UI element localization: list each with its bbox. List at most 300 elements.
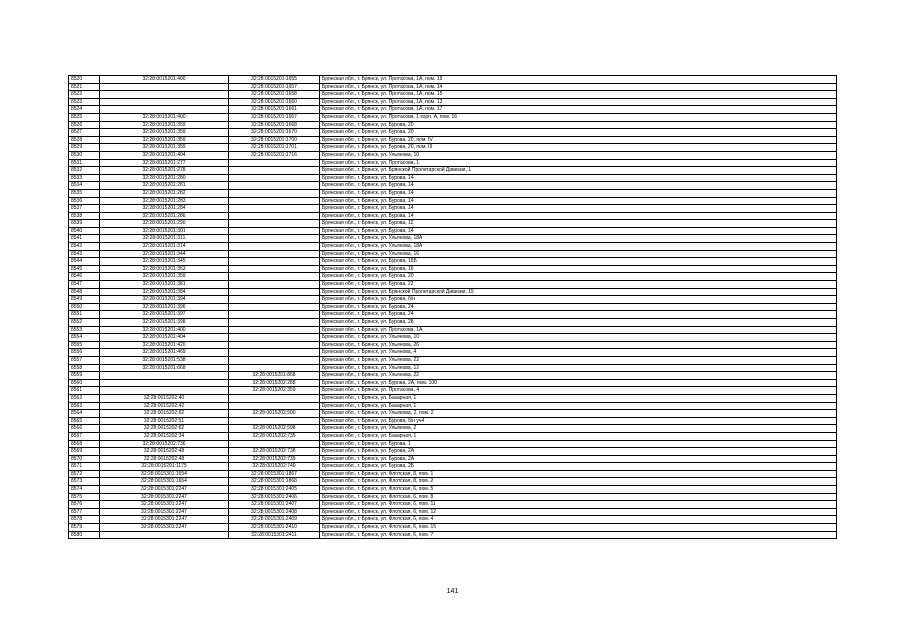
row-number-cell: 8538: [69, 212, 100, 220]
address-cell: Брянская обл., г. Брянск, ул. Бурова, 20, пом. IV: [320, 136, 837, 144]
table-row: [69, 250, 837, 258]
row-number-cell: 8546: [69, 273, 100, 281]
address-cell: Брянская обл., г. Брянск, ул. Ульянова, 2, пом. 2: [320, 410, 837, 418]
row-number-cell: 8530: [69, 151, 100, 159]
cadastral-number-cell: [229, 258, 320, 266]
table-row: [69, 220, 837, 228]
parent-cadastral-number-cell: 32:28:0015201:400: [100, 113, 229, 121]
table-row: [69, 311, 837, 319]
row-number-cell: 8562: [69, 394, 100, 402]
cadastral-number-cell: 32:28:0015201:1716: [229, 151, 320, 159]
row-number-cell: 8539: [69, 220, 100, 228]
table-row: [69, 265, 837, 273]
row-number-cell: 8566: [69, 425, 100, 433]
row-number-cell: 8524: [69, 106, 100, 114]
table-row: [69, 212, 837, 220]
table-row: [69, 91, 837, 99]
cadastral-number-cell: 32:28:0015301:2410: [229, 524, 320, 532]
address-cell: Брянская обл., г. Брянск, ул. Флотская, 6, пом. 7: [320, 531, 837, 539]
address-cell: Брянская обл., г. Брянск, ул. Ульянова, 18А: [320, 235, 837, 243]
address-cell: Брянская обл., г. Брянск, ул. Ульянова, 4: [320, 349, 837, 357]
address-cell: Брянская обл., г. Брянск, ул. Флотская, 6, пом. 4: [320, 516, 837, 524]
parent-cadastral-number-cell: 32:28:0015201:277: [100, 159, 229, 167]
row-number-cell: 8534: [69, 182, 100, 190]
address-cell: Брянская обл., г. Брянск, ул. Бурова, 20: [320, 129, 837, 137]
table-row: [69, 151, 837, 159]
table-row: [69, 432, 837, 440]
table-row: [69, 98, 837, 106]
parent-cadastral-number-cell: 32:28:0015301:2247: [100, 516, 229, 524]
cadastral-number-cell: 32:28:0015301:1868: [229, 478, 320, 486]
parent-cadastral-number-cell: 32:28:0015202:51: [100, 417, 229, 425]
table-row: [69, 493, 837, 501]
address-cell: Брянская обл., г. Брянск, ул. Бурова, 28: [320, 319, 837, 327]
table-row: [69, 516, 837, 524]
address-cell: Брянская обл., г. Брянск, ул. Флотская, 6, пом. 15: [320, 524, 837, 532]
table-row: [69, 296, 837, 304]
row-number-cell: 8580: [69, 531, 100, 539]
table-row: [69, 425, 837, 433]
address-cell: Брянская обл., г. Брянск, ул. Флотская, 6, пом. 5: [320, 486, 837, 494]
parent-cadastral-number-cell: 32:28:0015202:48: [100, 448, 229, 456]
address-cell: Брянская обл., г. Брянск, ул. Ульянова, 18А: [320, 243, 837, 251]
cadastral-number-cell: [229, 212, 320, 220]
address-cell: Брянская обл., г. Брянск, ул. Флотская, 6, пом. 11: [320, 501, 837, 509]
table-row: [69, 167, 837, 175]
parent-cadastral-number-cell: 32:28:0015201:359: [100, 136, 229, 144]
row-number-cell: 8521: [69, 83, 100, 91]
parent-cadastral-number-cell: 32:28:0015201:404: [100, 334, 229, 342]
row-number-cell: 8573: [69, 478, 100, 486]
parent-cadastral-number-cell: 32:28:0015201:314: [100, 243, 229, 251]
row-number-cell: 8548: [69, 288, 100, 296]
cadastral-number-cell: 32:28:0015202:739: [229, 455, 320, 463]
parent-cadastral-number-cell: 32:28:0015301:1654: [100, 478, 229, 486]
address-cell: Брянская обл., г. Брянск, ул. Бурова, 16Б: [320, 258, 837, 266]
address-cell: Брянская обл., г. Брянск, ул. Брянской Пролетарской Дивизии, 1: [320, 167, 837, 175]
table-row: [69, 394, 837, 402]
table-row: [69, 478, 837, 486]
parent-cadastral-number-cell: [100, 372, 229, 380]
address-cell: Брянская обл., г. Брянск, ул. Бурова, 14: [320, 205, 837, 213]
parent-cadastral-number-cell: 32:28:0015301:2247: [100, 486, 229, 494]
cadastral-number-cell: [229, 311, 320, 319]
address-cell: Брянская обл., г. Брянск, ул. Протасова, 1А: [320, 326, 837, 334]
cadastral-number-cell: 32:28:0015301:2405: [229, 486, 320, 494]
parent-cadastral-number-cell: 32:28:0015202:736: [100, 440, 229, 448]
parent-cadastral-number-cell: 32:28:0015201:400: [100, 326, 229, 334]
parent-cadastral-number-cell: 32:28:0015201:284: [100, 205, 229, 213]
row-number-cell: 8526: [69, 121, 100, 129]
table-body: [69, 76, 837, 539]
cadastral-number-cell: 32:28:0015202:735: [229, 432, 320, 440]
parent-cadastral-number-cell: 32:28:0015201:420: [100, 341, 229, 349]
address-cell: Брянская обл., г. Брянск, ул. Протасова, 1: [320, 159, 837, 167]
row-number-cell: 8540: [69, 227, 100, 235]
table-row: [69, 243, 837, 251]
address-cell: Брянская обл., г. Брянск, ул. Бурова, 2Б: [320, 463, 837, 471]
parent-cadastral-number-cell: 32:28:0015301:2247: [100, 524, 229, 532]
table-row: [69, 387, 837, 395]
cadastral-number-cell: [229, 303, 320, 311]
parent-cadastral-number-cell: [100, 91, 229, 99]
cadastral-number-cell: 32:28:0015301:2407: [229, 501, 320, 509]
row-number-cell: 8532: [69, 167, 100, 175]
parent-cadastral-number-cell: 32:28:0015201:396: [100, 303, 229, 311]
parent-cadastral-number-cell: 32:28:0015202:40: [100, 394, 229, 402]
table-row: [69, 379, 837, 387]
address-cell: Брянская обл., г. Брянск, ул. Базарная, 1: [320, 402, 837, 410]
row-number-cell: 8554: [69, 334, 100, 342]
cadastral-number-cell: 32:28:0015201:1658: [229, 91, 320, 99]
parent-cadastral-number-cell: [100, 379, 229, 387]
row-number-cell: 8568: [69, 440, 100, 448]
page-number: 141: [446, 588, 459, 595]
table-row: [69, 129, 837, 137]
cadastral-number-cell: [229, 288, 320, 296]
parent-cadastral-number-cell: 32:28:0015202:62: [100, 410, 229, 418]
parent-cadastral-number-cell: 32:28:0015201:384: [100, 288, 229, 296]
row-number-cell: 8551: [69, 311, 100, 319]
cadastral-number-cell: 32:28:0015201:1670: [229, 129, 320, 137]
parent-cadastral-number-cell: 32:28:0015201:278: [100, 167, 229, 175]
address-cell: Брянская обл., г. Брянск, ул. Бурова, 12: [320, 220, 837, 228]
cadastral-number-cell: [229, 356, 320, 364]
row-number-cell: 8545: [69, 265, 100, 273]
parent-cadastral-number-cell: [100, 98, 229, 106]
table-row: [69, 189, 837, 197]
parent-cadastral-number-cell: 32:28:0015201:538: [100, 356, 229, 364]
cadastral-number-cell: [229, 205, 320, 213]
cadastral-number-cell: 32:28:0015201:1657: [229, 83, 320, 91]
cadastral-number-cell: 32:28:0015201:1661: [229, 106, 320, 114]
cadastral-number-cell: 32:28:0015201:1700: [229, 136, 320, 144]
parent-cadastral-number-cell: 32:28:0015202:34: [100, 432, 229, 440]
table-row: [69, 227, 837, 235]
cadastral-number-cell: [229, 167, 320, 175]
address-cell: Брянская обл., г. Брянск, ул. Бурова, 1: [320, 440, 837, 448]
cadastral-number-cell: [229, 319, 320, 327]
table-row: [69, 486, 837, 494]
table-row: [69, 258, 837, 266]
address-cell: Брянская обл., г. Брянск, ул. Ульянова, 26: [320, 341, 837, 349]
table-row: [69, 531, 837, 539]
row-number-cell: 8560: [69, 379, 100, 387]
table-row: [69, 440, 837, 448]
table-row: [69, 463, 837, 471]
row-number-cell: 8552: [69, 319, 100, 327]
cadastral-number-cell: 32:28:0015301:2408: [229, 508, 320, 516]
row-number-cell: 8557: [69, 356, 100, 364]
parent-cadastral-number-cell: [100, 387, 229, 395]
table-row: [69, 326, 837, 334]
address-cell: Брянская обл., г. Брянск, ул. Протасова, 1А, пом. 17: [320, 106, 837, 114]
cadastral-number-cell: 32:28:0015202:288: [229, 379, 320, 387]
row-number-cell: 8550: [69, 303, 100, 311]
row-number-cell: 8574: [69, 486, 100, 494]
parent-cadastral-number-cell: 32:28:0015201:283: [100, 197, 229, 205]
table-row: [69, 470, 837, 478]
row-number-cell: 8561: [69, 387, 100, 395]
parent-cadastral-number-cell: 32:28:0015201:400: [100, 76, 229, 84]
row-number-cell: 8553: [69, 326, 100, 334]
address-cell: Брянская обл., г. Брянск, ул. Флотская, 6, пом. 8: [320, 493, 837, 501]
cadastral-number-cell: [229, 182, 320, 190]
address-cell: Брянская обл., г. Брянск, ул. Флотская, 6, пом. 12: [320, 508, 837, 516]
row-number-cell: 8570: [69, 455, 100, 463]
address-cell: Брянская обл., г. Брянск, ул. Флотская, 8, пом. 1: [320, 470, 837, 478]
row-number-cell: 8571: [69, 463, 100, 471]
address-cell: Брянская обл., г. Брянск, ул. Ульянова, 22: [320, 372, 837, 380]
table-row: [69, 410, 837, 418]
row-number-cell: 8529: [69, 144, 100, 152]
cadastral-number-cell: [229, 341, 320, 349]
table-row: [69, 372, 837, 380]
address-cell: Брянская обл., г. Брянск, ул. Бурова, 14: [320, 174, 837, 182]
cadastral-number-cell: [229, 189, 320, 197]
cadastral-number-cell: [229, 281, 320, 289]
table-row: [69, 281, 837, 289]
table-row: [69, 334, 837, 342]
parent-cadastral-number-cell: 32:28:0015201:359: [100, 144, 229, 152]
address-cell: Брянская обл., г. Брянск, ул. Базарная, 1: [320, 394, 837, 402]
parent-cadastral-number-cell: 32:28:0015201:394: [100, 296, 229, 304]
parent-cadastral-number-cell: 32:28:0015201:404: [100, 151, 229, 159]
cadastral-number-cell: 32:28:0015202:598: [229, 425, 320, 433]
cadastral-number-cell: 32:28:0015301:1867: [229, 470, 320, 478]
cadastral-number-cell: 32:28:0015201:1701: [229, 144, 320, 152]
table-row: [69, 136, 837, 144]
address-cell: Брянская обл., г. Брянск, ул. Протасова, 1А, пом. 15: [320, 91, 837, 99]
address-cell: Брянская обл., г. Брянск, ул. Бурова, б/н уч4: [320, 417, 837, 425]
row-number-cell: 8522: [69, 91, 100, 99]
address-cell: Брянская обл., г. Брянск, ул. Бурова, 14: [320, 197, 837, 205]
cadastral-number-cell: [229, 220, 320, 228]
address-cell: Брянская обл., г. Брянск, ул. Флотская, 8, пом. 2: [320, 478, 837, 486]
cadastral-number-cell: [229, 159, 320, 167]
cadastral-number-cell: [229, 334, 320, 342]
address-cell: Брянская обл., г. Брянск, ул. Протасова, 1А, пом. 13: [320, 98, 837, 106]
address-cell: Брянская обл., г. Брянск, ул. Брянской Пролетарской Дивизии, 15: [320, 288, 837, 296]
table-row: [69, 273, 837, 281]
cadastral-number-cell: [229, 440, 320, 448]
parent-cadastral-number-cell: [100, 531, 229, 539]
address-cell: Брянская обл., г. Брянск, ул. Ульянова, 10: [320, 334, 837, 342]
parent-cadastral-number-cell: 32:28:0015202:62: [100, 425, 229, 433]
row-number-cell: 8555: [69, 341, 100, 349]
table-row: [69, 159, 837, 167]
row-number-cell: 8533: [69, 174, 100, 182]
cadastral-number-cell: [229, 349, 320, 357]
address-cell: Брянская обл., г. Брянск, ул. Бурова, 14: [320, 182, 837, 190]
parent-cadastral-number-cell: 32:28:0015201:282: [100, 189, 229, 197]
row-number-cell: 8543: [69, 250, 100, 258]
row-number-cell: 8564: [69, 410, 100, 418]
cadastral-number-cell: [229, 227, 320, 235]
parent-cadastral-number-cell: 32:28:0015201:469: [100, 349, 229, 357]
table-row: [69, 144, 837, 152]
row-number-cell: 8559: [69, 372, 100, 380]
cadastral-number-cell: [229, 243, 320, 251]
address-cell: Брянская обл., г. Брянск, ул. Бурова, 20: [320, 121, 837, 129]
table-row: [69, 288, 837, 296]
cadastral-number-cell: 32:28:0015201:868: [229, 372, 320, 380]
address-cell: Брянская обл., г. Брянск, ул. Бурова, 14: [320, 227, 837, 235]
cadastral-number-cell: 32:28:0015201:1660: [229, 98, 320, 106]
parent-cadastral-number-cell: 32:28:0015201:301: [100, 227, 229, 235]
parent-cadastral-number-cell: 32:28:0015201:345: [100, 258, 229, 266]
table-row: [69, 174, 837, 182]
address-cell: Брянская обл., г. Брянск, ул. Ульянова, 10: [320, 151, 837, 159]
row-number-cell: 8544: [69, 258, 100, 266]
address-cell: Брянская обл., г. Брянск, ул. Бурова, 2А: [320, 448, 837, 456]
row-number-cell: 8527: [69, 129, 100, 137]
cadastral-number-cell: 32:28:0015301:2406: [229, 493, 320, 501]
address-cell: Брянская обл., г. Брянск, ул. Ульянова, 16: [320, 250, 837, 258]
row-number-cell: 8569: [69, 448, 100, 456]
parent-cadastral-number-cell: 32:28:0015202:42: [100, 402, 229, 410]
parent-cadastral-number-cell: 32:28:0015201:286: [100, 212, 229, 220]
row-number-cell: 8577: [69, 508, 100, 516]
table-row: [69, 205, 837, 213]
row-number-cell: 8547: [69, 281, 100, 289]
cadastral-number-cell: [229, 326, 320, 334]
address-cell: Брянская обл., г. Брянск, ул. Бурова, 24: [320, 311, 837, 319]
row-number-cell: 8567: [69, 432, 100, 440]
row-number-cell: 8537: [69, 205, 100, 213]
table-row: [69, 83, 837, 91]
table-row: [69, 524, 837, 532]
row-number-cell: 8535: [69, 189, 100, 197]
parent-cadastral-number-cell: 32:28:0015201:311: [100, 235, 229, 243]
row-number-cell: 8541: [69, 235, 100, 243]
cadastral-number-cell: [229, 235, 320, 243]
table-row: [69, 197, 837, 205]
cadastral-number-cell: [229, 250, 320, 258]
row-number-cell: 8563: [69, 402, 100, 410]
parent-cadastral-number-cell: [100, 106, 229, 114]
parent-cadastral-number-cell: 32:28:0015201:359: [100, 273, 229, 281]
table-row: [69, 356, 837, 364]
row-number-cell: 8531: [69, 159, 100, 167]
address-cell: Брянская обл., г. Брянск, ул. Бурова, 22: [320, 281, 837, 289]
table-row: [69, 501, 837, 509]
address-cell: Брянская обл., г. Брянск, ул. Бурова, б/н: [320, 296, 837, 304]
address-cell: Брянская обл., г. Брянск, ул. Бурова, 2А, пом. 100: [320, 379, 837, 387]
table-row: [69, 455, 837, 463]
cadastral-number-cell: [229, 265, 320, 273]
table-row: [69, 341, 837, 349]
address-cell: Брянская обл., г. Брянск, ул. Базарная, 1: [320, 432, 837, 440]
cadastral-number-cell: 32:28:0015202:500: [229, 410, 320, 418]
address-cell: Брянская обл., г. Брянск, ул. Протасова, 1 корп. А, пом. 16: [320, 113, 837, 121]
parent-cadastral-number-cell: [100, 83, 229, 91]
parent-cadastral-number-cell: 32:28:0015301:2247: [100, 501, 229, 509]
address-cell: Брянская обл., г. Брянск, ул. Бурова, 20: [320, 273, 837, 281]
parent-cadastral-number-cell: 32:28:0015201:290: [100, 220, 229, 228]
cadastral-number-cell: [229, 174, 320, 182]
row-number-cell: 8523: [69, 98, 100, 106]
row-number-cell: 8542: [69, 243, 100, 251]
cadastral-number-cell: [229, 394, 320, 402]
table-row: [69, 106, 837, 114]
row-number-cell: 8578: [69, 516, 100, 524]
parent-cadastral-number-cell: 32:28:0015201:398: [100, 319, 229, 327]
cadastral-number-cell: 32:28:0015202:359: [229, 387, 320, 395]
address-cell: Брянская обл., г. Брянск, ул. Бурова, 14: [320, 212, 837, 220]
cadastral-number-cell: 32:28:0015201:1667: [229, 113, 320, 121]
parent-cadastral-number-cell: 32:28:0015201:381: [100, 281, 229, 289]
registry-table: [68, 75, 837, 539]
row-number-cell: 8579: [69, 524, 100, 532]
table-row: [69, 303, 837, 311]
parent-cadastral-number-cell: 32:28:0015301:1654: [100, 470, 229, 478]
table-row: [69, 448, 837, 456]
table-row: [69, 76, 837, 84]
table-row: [69, 508, 837, 516]
cadastral-number-cell: [229, 197, 320, 205]
parent-cadastral-number-cell: 32:28:0015301:2247: [100, 508, 229, 516]
cadastral-number-cell: 32:28:0015201:1668: [229, 121, 320, 129]
row-number-cell: 8536: [69, 197, 100, 205]
address-cell: Брянская обл., г. Брянск, ул. Ульянова, 12: [320, 364, 837, 372]
row-number-cell: 8575: [69, 493, 100, 501]
table-row: [69, 319, 837, 327]
parent-cadastral-number-cell: 32:28:0015201:353: [100, 265, 229, 273]
parent-cadastral-number-cell: 32:28:0015201:359: [100, 121, 229, 129]
row-number-cell: 8520: [69, 76, 100, 84]
parent-cadastral-number-cell: 32:28:0015201:1175: [100, 463, 229, 471]
address-cell: Брянская обл., г. Брянск, ул. Протасова, 1А, пом. 19: [320, 76, 837, 84]
row-number-cell: 8549: [69, 296, 100, 304]
address-cell: Брянская обл., г. Брянск, ул. Протасова, 1А, пом. 14: [320, 83, 837, 91]
cadastral-number-cell: 32:28:0015202:738: [229, 448, 320, 456]
address-cell: Брянская обл., г. Брянск, ул. Бурова, 16: [320, 265, 837, 273]
parent-cadastral-number-cell: 32:28:0015201:344: [100, 250, 229, 258]
table-row: [69, 182, 837, 190]
parent-cadastral-number-cell: 32:28:0015301:2247: [100, 493, 229, 501]
row-number-cell: 8565: [69, 417, 100, 425]
table-row: [69, 364, 837, 372]
table-row: [69, 402, 837, 410]
cadastral-number-cell: [229, 417, 320, 425]
cadastral-number-cell: 32:28:0015301:2411: [229, 531, 320, 539]
address-cell: Брянская обл., г. Брянск, ул. Бурова, 14: [320, 189, 837, 197]
address-cell: Брянская обл., г. Брянск, ул. Бурова, 20, пом. III: [320, 144, 837, 152]
address-cell: Брянская обл., г. Брянск, ул. Ульянова, 22: [320, 356, 837, 364]
table-row: [69, 113, 837, 121]
row-number-cell: 8556: [69, 349, 100, 357]
address-cell: Брянская обл., г. Брянск, ул. Протасова, 4: [320, 387, 837, 395]
address-cell: Брянская обл., г. Брянск, ул. Бурова, 24: [320, 303, 837, 311]
address-cell: Брянская обл., г. Брянск, ул. Бурова, 2А: [320, 455, 837, 463]
cadastral-number-cell: 32:28:0015201:1655: [229, 76, 320, 84]
cadastral-number-cell: [229, 273, 320, 281]
cadastral-number-cell: [229, 364, 320, 372]
parent-cadastral-number-cell: 32:28:0015201:397: [100, 311, 229, 319]
cadastral-number-cell: [229, 296, 320, 304]
cadastral-number-cell: [229, 402, 320, 410]
address-cell: Брянская обл., г. Брянск, ул. Ульянова, 2: [320, 425, 837, 433]
parent-cadastral-number-cell: 32:28:0015201:359: [100, 129, 229, 137]
row-number-cell: 8572: [69, 470, 100, 478]
table-row: [69, 417, 837, 425]
table-row: [69, 235, 837, 243]
row-number-cell: 8576: [69, 501, 100, 509]
cadastral-number-cell: 32:28:0015301:2409: [229, 516, 320, 524]
table-row: [69, 349, 837, 357]
cadastral-number-cell: 32:28:0015202:740: [229, 463, 320, 471]
